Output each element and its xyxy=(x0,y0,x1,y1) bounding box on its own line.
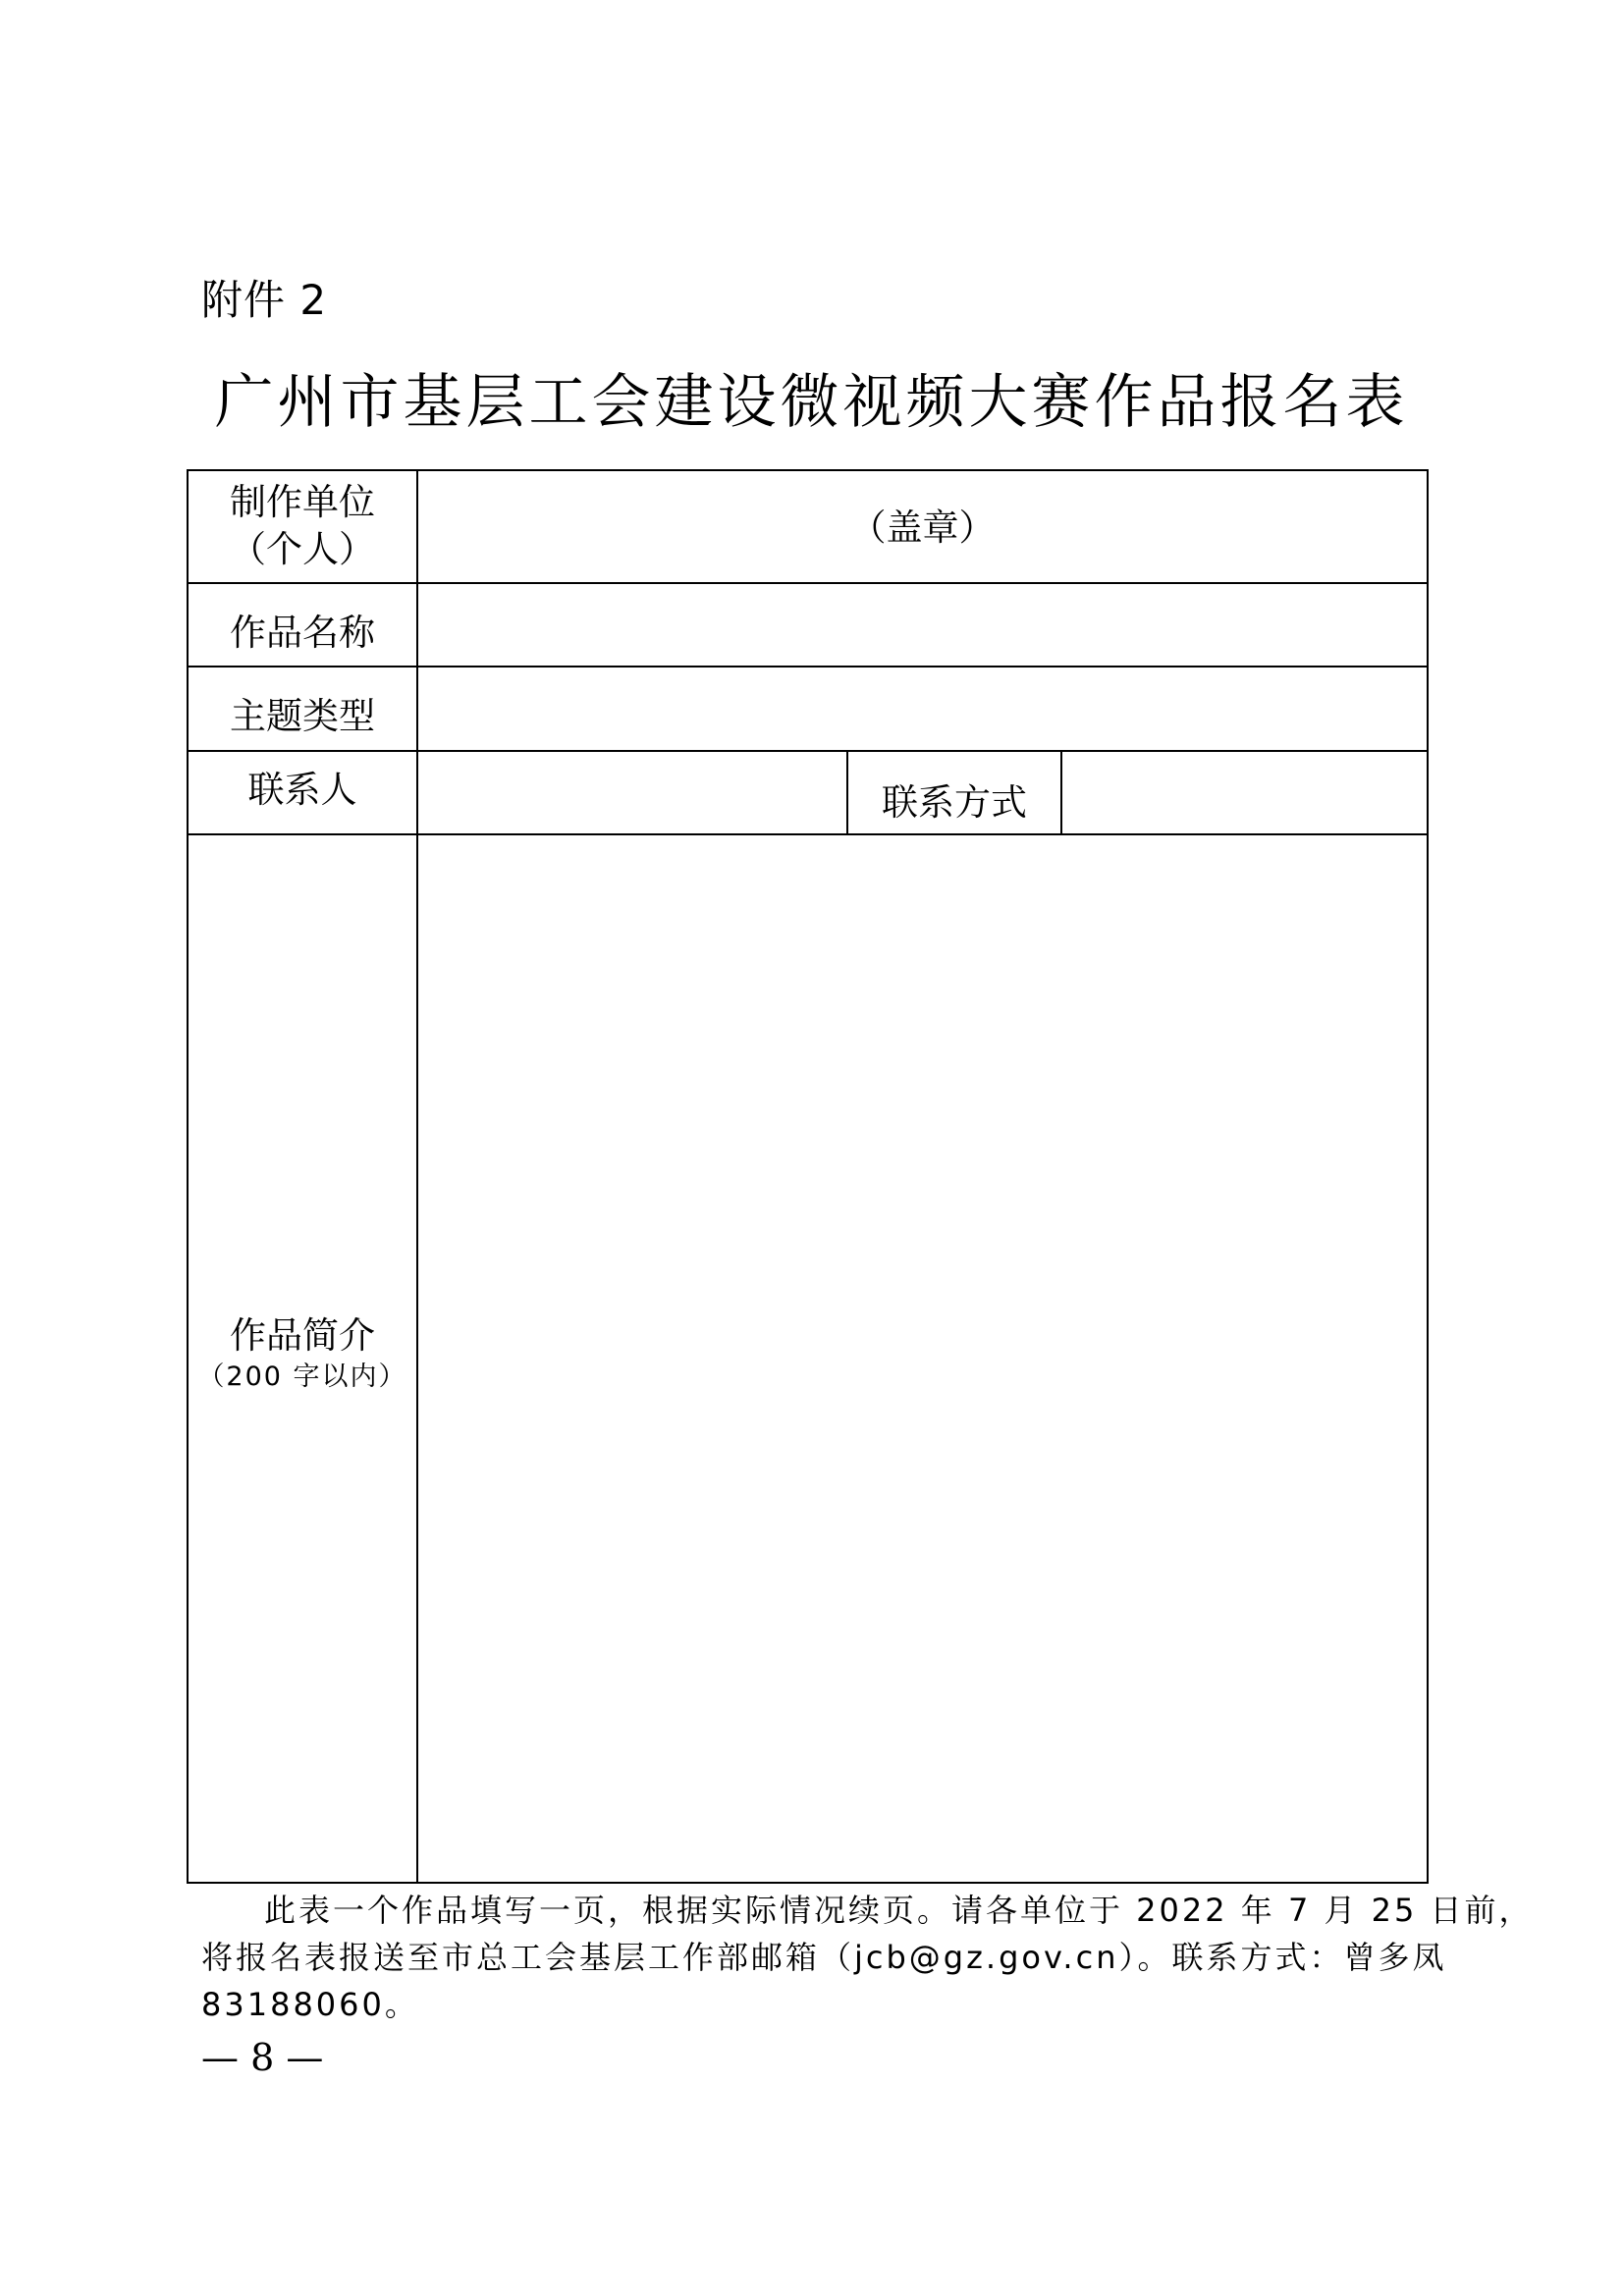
footnote-line: 此表一个作品填写一页，根据实际情况续页。请各单位于 2022 年 7 月 25 日前， xyxy=(264,1892,1534,1929)
intro-field[interactable] xyxy=(418,835,1427,1882)
footnote-line: 83188060。 xyxy=(201,1986,419,2023)
footnote xyxy=(201,1887,1534,2028)
intro-note: （200 字以内） xyxy=(197,1362,407,1392)
contact-method-field[interactable] xyxy=(1062,770,1427,817)
page-number: — 8 — xyxy=(201,2036,324,2079)
work-name-field[interactable] xyxy=(418,601,1427,648)
footnote-line: 将报名表报送至市总工会基层工作部邮箱（jcb@gz.gov.cn）。联系方式：曾多凤 xyxy=(201,1939,1447,1976)
theme-type-field[interactable] xyxy=(418,685,1427,732)
contact-person-label: 联系人 xyxy=(247,769,357,811)
intro-label-group xyxy=(189,1312,416,1395)
producer-label xyxy=(189,479,416,573)
page-title: 广州市基层工会建设微视频大赛作品报名表 xyxy=(214,368,1409,437)
row-divider xyxy=(189,582,1427,584)
producer-label-line1: 制作单位 xyxy=(230,481,375,523)
row-divider xyxy=(189,750,1427,752)
registration-form-table xyxy=(187,469,1429,1884)
work-name-label: 作品名称 xyxy=(230,612,375,654)
row-divider xyxy=(189,666,1427,667)
producer-field[interactable]: （盖章） xyxy=(849,507,996,549)
contact-method-label: 联系方式 xyxy=(882,781,1027,824)
theme-type-label: 主题类型 xyxy=(230,695,375,737)
contact-person-field[interactable] xyxy=(418,770,846,817)
producer-label-line2: （个人） xyxy=(230,528,375,570)
intro-label: 作品简介 xyxy=(230,1314,375,1357)
attachment-label: 附件 2 xyxy=(201,276,328,324)
